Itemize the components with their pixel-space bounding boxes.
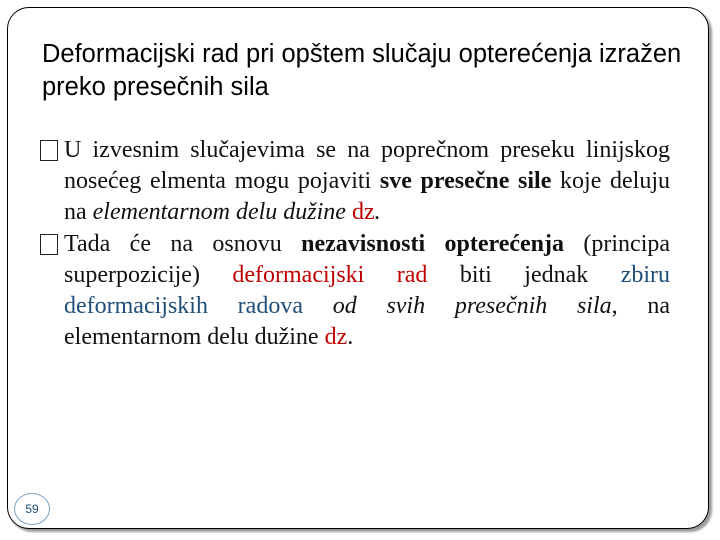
text-segment: (principa superpozicije) [64, 231, 671, 288]
text-segment: biti jednak [427, 262, 621, 288]
text-segment: , na elementarnom delu dužine [64, 293, 671, 350]
text-segment-bold: nezavisnosti opterećenja [301, 231, 565, 257]
text-segment: Tada će na osnovu [64, 231, 302, 257]
slide-title: Deformacijski rad pri opštem slučaju opterećenja izražen preko presečnih sila [42, 40, 682, 101]
text-segment-italic: elementarnom delu dužine [92, 199, 352, 225]
slide-body [40, 135, 670, 353]
text-segment: U izvesnim slučajevima se na poprečnom preseku linijskog nosećeg elmenta mogu pojaviti [64, 137, 670, 194]
text-segment: . [347, 324, 354, 350]
text-segment-blue: zbiru deformacijskih radova [64, 262, 670, 319]
text-segment-italic: od svih presečnih sila [332, 293, 612, 319]
text-segment-italic: . [374, 199, 381, 225]
square-bullet-icon [40, 234, 58, 255]
text-segment-highlight: dz [351, 199, 375, 225]
slide-number-badge: 59 [14, 493, 50, 525]
text-segment-bold: sve presečne sile [379, 168, 552, 194]
text-segment-highlight: dz [324, 324, 348, 350]
bullet-paragraph [40, 229, 670, 353]
bullet-paragraph [40, 135, 670, 228]
square-bullet-icon [40, 140, 58, 161]
text-segment [303, 293, 333, 319]
text-segment-highlight: deformacijski rad [232, 262, 428, 288]
text-segment: koje deluju na [64, 168, 670, 225]
